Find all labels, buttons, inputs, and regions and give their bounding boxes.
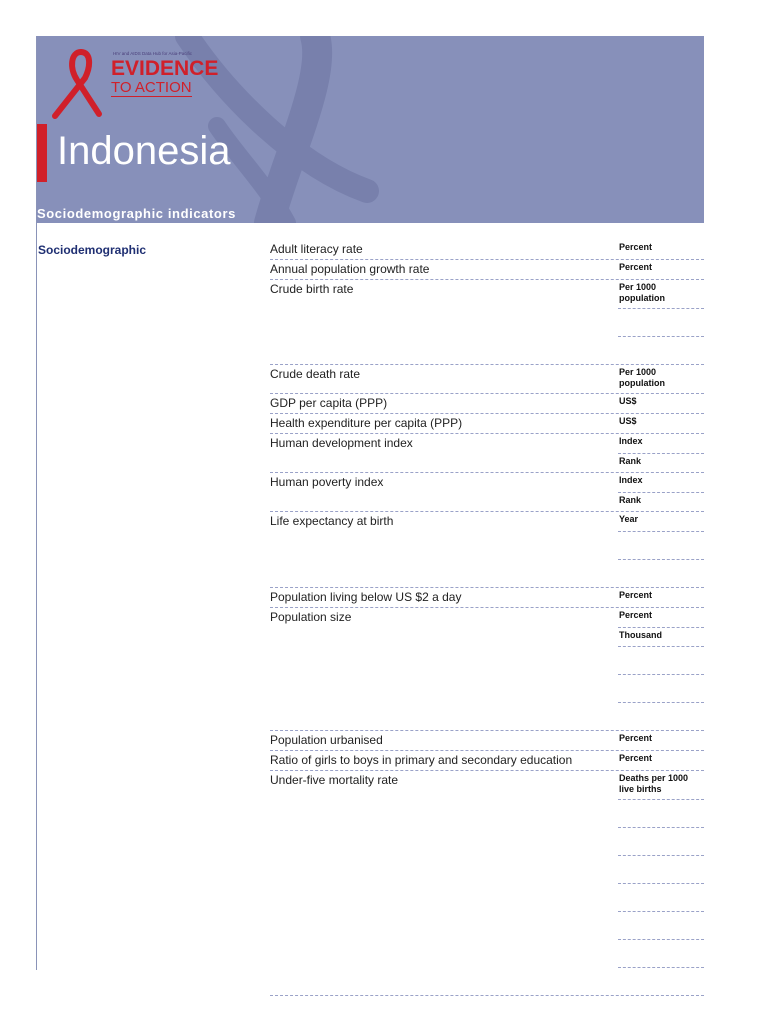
unit-cell	[618, 646, 704, 674]
unit-cell: US$	[619, 396, 637, 406]
table-row	[270, 608, 704, 731]
unit-cell: US$	[619, 416, 637, 426]
indicator-label: Annual population growth rate	[270, 262, 430, 276]
page-subtitle: Sociodemographic indicators	[37, 206, 236, 221]
indicator-label: Population size	[270, 610, 352, 624]
indicator-table	[270, 240, 704, 996]
table-row	[270, 414, 704, 434]
unit-cell: Per 1000 population	[619, 367, 665, 388]
indicator-label: GDP per capita (PPP)	[270, 396, 388, 410]
unit-cell	[618, 308, 704, 336]
indicator-label: Population living below US $2 a day	[270, 590, 462, 604]
unit-cells	[618, 240, 704, 259]
unit-cells	[618, 751, 704, 770]
unit-cells	[618, 588, 704, 607]
unit-cell	[618, 799, 704, 827]
header-banner	[37, 36, 704, 223]
unit-cell: Index	[619, 436, 643, 446]
unit-cell	[618, 702, 704, 730]
unit-cells	[618, 394, 704, 413]
unit-cell: Index	[619, 475, 643, 485]
unit-cells	[618, 473, 704, 511]
unit-cell: Percent	[619, 733, 653, 743]
unit-cell	[618, 336, 704, 364]
page-title: Indonesia	[57, 129, 231, 173]
unit-cells	[618, 771, 704, 995]
table-row	[270, 365, 704, 394]
table-row	[270, 260, 704, 280]
unit-cell	[618, 939, 704, 967]
unit-cell: Year	[619, 514, 639, 524]
unit-cells	[618, 731, 704, 750]
logo-line-to-action: TO ACTION	[111, 79, 192, 96]
unit-cell: Percent	[619, 753, 653, 763]
unit-cell: Percent	[619, 262, 653, 272]
unit-cell: Percent	[619, 610, 653, 620]
indicator-label: Health expenditure per capita (PPP)	[270, 416, 463, 430]
indicator-label: Population urbanised	[270, 733, 383, 747]
unit-cell: Percent	[619, 590, 653, 600]
table-row	[270, 751, 704, 771]
table-row	[270, 240, 704, 260]
unit-cells	[618, 260, 704, 279]
indicator-label: Human poverty index	[270, 475, 384, 489]
section-label: Sociodemographic	[38, 243, 147, 257]
indicator-label: Crude birth rate	[270, 282, 354, 296]
table-row	[270, 512, 704, 588]
indicator-label: Ratio of girls to boys in primary and secondary education	[270, 753, 573, 767]
unit-cell	[618, 911, 704, 939]
unit-cell	[618, 967, 704, 995]
unit-cells	[618, 280, 704, 364]
unit-cell: Deaths per 1000 live births	[619, 773, 689, 794]
table-row	[270, 394, 704, 414]
unit-cell	[618, 674, 704, 702]
unit-cells	[618, 365, 704, 393]
unit-cell	[618, 559, 704, 587]
unit-cells	[618, 434, 704, 472]
table-row	[270, 280, 704, 365]
unit-cells	[618, 608, 704, 730]
indicator-label: Life expectancy at birth	[270, 514, 394, 528]
unit-cell: Per 1000 population	[619, 282, 665, 303]
indicator-label: Crude death rate	[270, 367, 361, 381]
title-accent-bar	[37, 124, 47, 182]
indicator-label: Human development index	[270, 436, 413, 450]
table-row	[270, 731, 704, 751]
logo-tagline: HIV and AIDS Data Hub for Asia-Pacific	[113, 51, 193, 56]
unit-cell: Percent	[619, 242, 653, 252]
unit-cells	[618, 512, 704, 587]
unit-cell	[618, 855, 704, 883]
unit-cell: Thousand	[618, 627, 704, 646]
table-row	[270, 588, 704, 608]
table-row	[270, 473, 704, 512]
logo-line-evidence: EVIDENCE	[111, 57, 219, 80]
unit-cell	[618, 827, 704, 855]
document-page	[36, 36, 704, 970]
unit-cell: Rank	[618, 453, 704, 472]
indicator-label: Adult literacy rate	[270, 242, 363, 256]
unit-cell	[618, 883, 704, 911]
table-row	[270, 434, 704, 473]
red-ribbon-icon	[51, 46, 111, 120]
indicator-label: Under-five mortality rate	[270, 773, 399, 787]
unit-cells	[618, 414, 704, 433]
table-row	[270, 771, 704, 996]
unit-cell: Rank	[618, 492, 704, 511]
unit-cell	[618, 531, 704, 559]
evidence-to-action-logo	[51, 46, 241, 120]
